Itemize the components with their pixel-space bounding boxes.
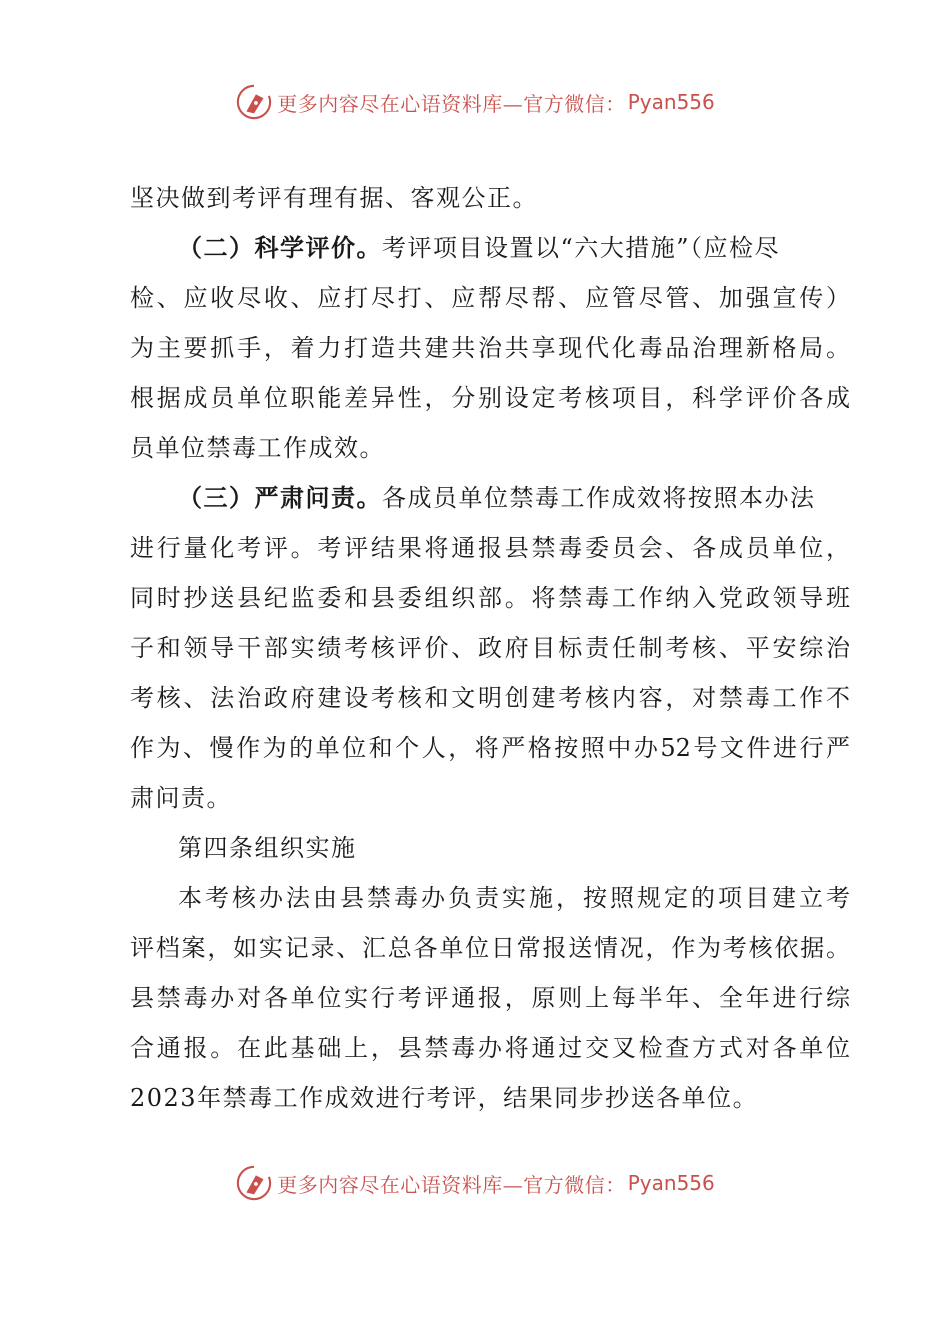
paragraph-line: 坚决做到考评有理有据、客观公正。 bbox=[130, 184, 538, 212]
paragraph-line: 为主要抓手，着力打造共建共治共享现代化毒品治理新格局。 bbox=[130, 334, 850, 362]
paragraph-line: 进行量化考评。考评结果将通报县禁毒委员会、各成员单位， bbox=[130, 534, 850, 562]
paragraph-line: 评档案，如实记录、汇总各单位日常报送情况，作为考核依据。 bbox=[130, 934, 850, 962]
paragraph-line: 同时抄送县纪监委和县委组织部。将禁毒工作纳入党政领导班 bbox=[130, 584, 850, 612]
watermark-text: 更多内容尽在心语资料库—官方微信： bbox=[277, 1172, 626, 1197]
paragraph-line: 县禁毒办对各单位实行考评通报，原则上每半年、全年进行综 bbox=[130, 984, 850, 1012]
paragraph-line: 肃问责。 bbox=[130, 784, 232, 812]
paragraph-line: 考核、法治政府建设考核和文明创建考核内容，对禁毒工作不 bbox=[130, 684, 850, 712]
paragraph-line: 员单位禁毒工作成效。 bbox=[130, 434, 385, 462]
paragraph-line: 根据成员单位职能差异性，分别设定考核项目，科学评价各成 bbox=[130, 384, 850, 412]
paragraph-line: 作为、慢作为的单位和个人，将严格按照中办52号文件进行严 bbox=[130, 734, 850, 762]
paragraph-line: 合通报。在此基础上，县禁毒办将通过交叉检查方式对各单位 bbox=[130, 1034, 850, 1062]
pen-nib-icon bbox=[235, 1164, 273, 1202]
paragraph-line: 检、应收尽收、应打尽打、应帮尽帮、应管尽管、加强宣传） bbox=[130, 284, 850, 312]
paragraph-line: 子和领导干部实绩考核评价、政府目标责任制考核、平安综治 bbox=[130, 634, 850, 662]
paragraph-text: 各成员单位禁毒工作成效将按照本办法 bbox=[382, 484, 816, 512]
paragraph-line: 2023年禁毒工作成效进行考评，结果同步抄送各单位。 bbox=[130, 1084, 759, 1112]
paragraph-line bbox=[178, 231, 850, 265]
watermark-header bbox=[0, 82, 950, 122]
watermark-footer bbox=[0, 1163, 950, 1203]
section-heading: （三）严肃问责。 bbox=[178, 484, 382, 512]
pen-nib-icon bbox=[235, 83, 273, 121]
paragraph-text: 考评项目设置以“六大措施”（应检尽 bbox=[382, 234, 781, 262]
watermark-id: Pyan556 bbox=[627, 1171, 715, 1195]
watermark-id: Pyan556 bbox=[627, 90, 715, 114]
article-heading: 第四条组织实施 bbox=[178, 834, 357, 862]
paragraph-line bbox=[178, 481, 850, 515]
watermark-text: 更多内容尽在心语资料库—官方微信： bbox=[277, 91, 626, 116]
section-heading: （二）科学评价。 bbox=[178, 234, 382, 262]
paragraph-line: 本考核办法由县禁毒办负责实施，按照规定的项目建立考 bbox=[178, 884, 850, 912]
